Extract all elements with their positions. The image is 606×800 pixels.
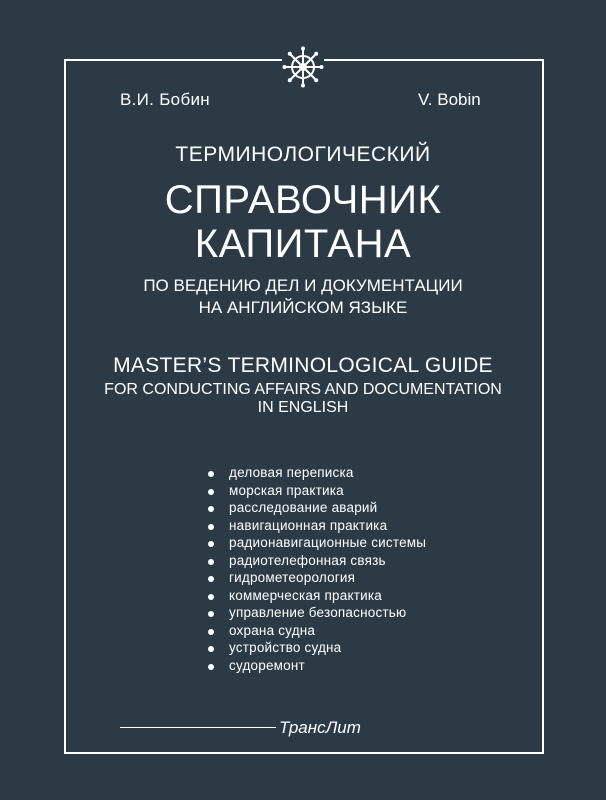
topic-item [208, 499, 426, 517]
topic-item [208, 464, 426, 482]
topic-item [208, 482, 426, 500]
topic-item [208, 604, 426, 622]
topic-label: навигационная практика [229, 517, 388, 533]
topic-item [208, 517, 426, 535]
bullet-icon [208, 611, 214, 617]
title-en-line1: MASTER’S TERMINOLOGICAL GUIDE [113, 354, 493, 377]
subtitle-ru-line1: ПО ВЕДЕНИЮ ДЕЛ И ДОКУМЕНТАЦИИ [143, 276, 463, 295]
topic-item [208, 587, 426, 605]
bullet-icon [208, 594, 214, 600]
publisher-logo: ТрансЛит [276, 718, 364, 738]
topic-label: коммерческая практика [229, 587, 382, 603]
topic-label: управление безопасностью [229, 605, 407, 620]
topic-item [208, 622, 426, 640]
title-ru-line1: ТЕРМИНОЛОГИЧЕСКИЙ [175, 143, 431, 166]
topic-item [208, 534, 426, 552]
bullet-icon [208, 646, 214, 652]
bullet-icon [208, 664, 214, 670]
topic-label: устройство судна [229, 640, 342, 655]
topic-label: судоремонт [229, 657, 305, 673]
bullet-icon [208, 541, 214, 547]
topic-item [208, 639, 426, 657]
publisher-divider [120, 727, 278, 728]
topic-label: морская практика [229, 482, 344, 498]
topic-label: охрана судна [229, 622, 316, 638]
title-en-line2: FOR CONDUCTING AFFAIRS AND DOCUMENTATION [104, 381, 502, 398]
bullet-icon [208, 559, 214, 565]
title-ru-line2: СПРАВОЧНИК [164, 178, 442, 222]
topic-item [208, 657, 426, 675]
topic-label: расследование аварий [229, 500, 378, 515]
bullet-icon [208, 576, 214, 582]
topics-list [208, 464, 426, 674]
topic-item [208, 569, 426, 587]
author-name-en: V. Bobin [418, 90, 481, 109]
topic-label: радиотелефонная связь [229, 552, 386, 568]
bullet-icon [208, 524, 214, 530]
bullet-icon [208, 471, 214, 477]
author-name-ru: В.И. Бобин [120, 90, 210, 109]
title-en-line3: IN ENGLISH [257, 399, 349, 416]
topic-label: деловая переписка [229, 465, 354, 480]
bullet-icon [208, 506, 214, 512]
topic-item [208, 552, 426, 570]
subtitle-ru-line2: НА АНГЛИЙСКОМ ЯЗЫКЕ [198, 298, 408, 317]
title-ru-line3: КАПИТАНА [194, 222, 412, 266]
bullet-icon [208, 629, 214, 635]
topic-label: радионавигационные системы [229, 535, 427, 550]
ship-wheel-icon [282, 46, 324, 88]
bullet-icon [208, 489, 214, 495]
topic-label: гидрометеорология [229, 570, 356, 585]
